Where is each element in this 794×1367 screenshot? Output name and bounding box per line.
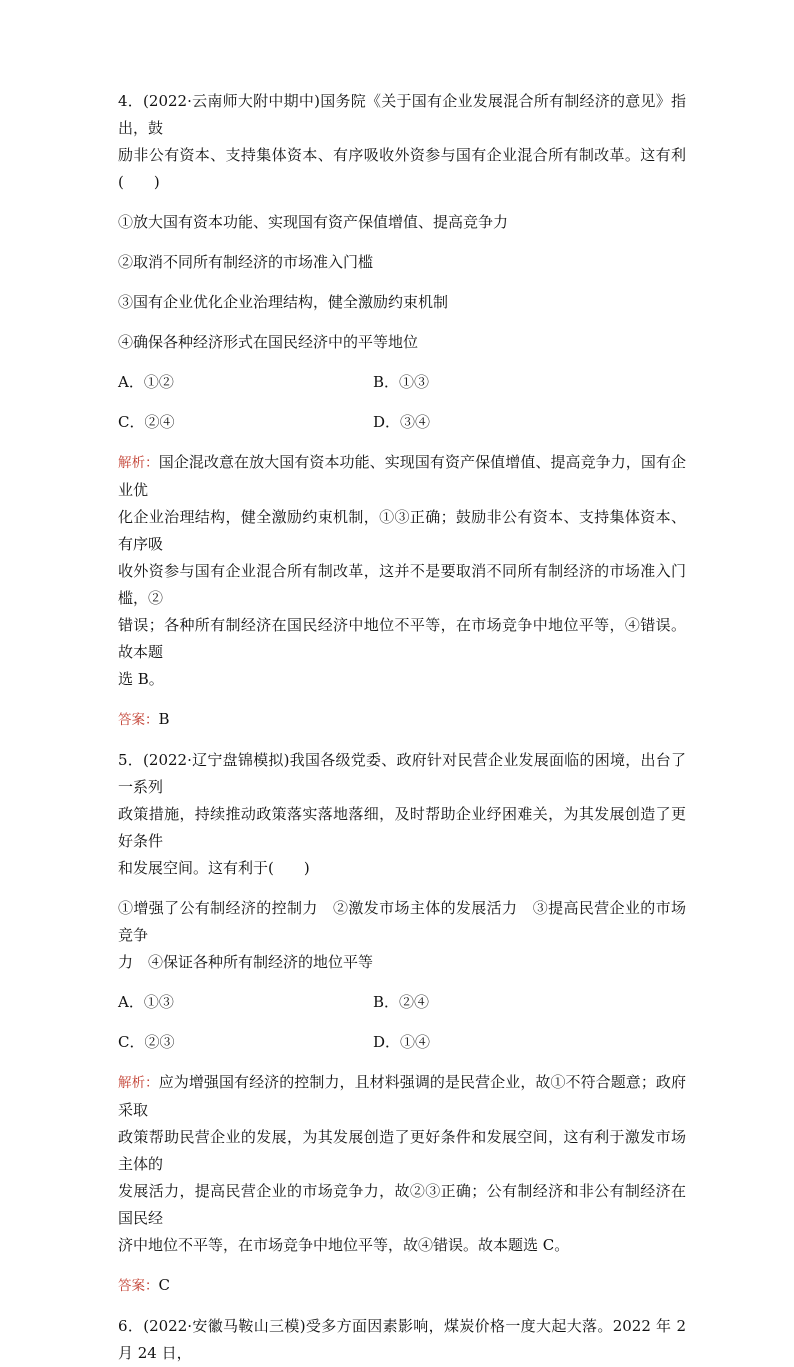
q5-items-line-2: 力 ④保证各种所有制经济的地位平等 [118,953,374,971]
q5-answer [118,1272,686,1300]
q5-options-row-2 [118,1029,686,1056]
question-6 [118,1313,686,1367]
q5-stem-line-1: 5．(2022·辽宁盘锦模拟)我国各级党委、政府针对民营企业发展面临的困境，出台了一系列 [118,751,686,796]
q4-options-row-2 [118,409,686,436]
document-page [118,88,686,1367]
q6-stem-line-1: 6．(2022·安徽马鞍山三模)受多方面因素影响，煤炭价格一度大起大落。2022 年 2 月 24 日， [118,1317,686,1362]
q4-answer [118,706,686,734]
q4-option-a: A．①② [118,373,174,391]
q4-answer-label: 答案： [118,712,159,728]
q5-answer-value: C [158,1276,170,1294]
q5-option-d: D．①④ [373,1033,431,1051]
q5-option-b: B．②④ [373,993,430,1011]
q4-item-2: ②取消不同所有制经济的市场准入门槛 [118,253,374,271]
q4-stem-line-2: 励非公有资本、支持集体资本、有序吸收外资参与国有企业混合所有制改革。这有利( ) [118,146,686,191]
q4-answer-value: B [158,710,170,728]
q4-item-3: ③国有企业优化企业治理结构，健全激励约束机制 [118,293,449,311]
question-5 [118,747,686,1300]
q4-analysis-text-1: 国企混改意在放大国有资本功能、实现国有资产保值增值、提高竞争力，国有企业优 [118,453,686,499]
q5-analysis-line-2: 政策帮助民营企业的发展，为其发展创造了更好条件和发展空间，这有利于激发市场主体的 [118,1128,686,1173]
q5-analysis-line-4: 济中地位不平等，在市场竞争中地位平等，故④错误。故本题选 C。 [118,1236,570,1254]
question-4 [118,88,686,734]
q4-analysis-line-3: 收外资参与国有企业混合所有制改革，这并不是要取消不同所有制经济的市场准入门槛，② [118,562,686,607]
q5-analysis-line-1 [118,1069,686,1124]
q4-option-d: D．③④ [373,413,431,431]
q4-option-b: B．①③ [373,373,430,391]
q5-answer-label: 答案： [118,1278,159,1294]
q5-analysis-text-1: 应为增强国有经济的控制力，且材料强调的是民营企业，故①不符合题意；政府采取 [118,1073,686,1119]
q5-stem-line-2: 政策措施，持续推动政策落实落地落细，及时帮助企业纾困难关，为其发展创造了更好条件 [118,805,686,850]
q4-options-row-1 [118,369,686,396]
q4-analysis-line-5: 选 B。 [118,670,164,688]
q5-items-line-1: ①增强了公有制经济的控制力 ②激发市场主体的发展活力 ③提高民营企业的市场竞争 [118,899,686,944]
q5-analysis-label: 解析： [118,1075,159,1091]
q4-item-4: ④确保各种经济形式在国民经济中的平等地位 [118,333,419,351]
q4-analysis-line-4: 错误；各种所有制经济在国民经济中地位不平等，在市场竞争中地位平等，④错误。故本题 [118,616,686,661]
q5-stem-line-3: 和发展空间。这有利于( ) [118,859,310,877]
q4-item-1: ①放大国有资本功能、实现国有资产保值增值、提高竞争力 [118,213,509,231]
q5-options-row-1 [118,989,686,1016]
q4-analysis-line-1 [118,449,686,504]
q4-analysis-line-2: 化企业治理结构，健全激励约束机制，①③正确；鼓励非公有资本、支持集体资本、有序吸 [118,508,686,553]
q4-option-c: C．②④ [118,413,175,431]
q5-option-c: C．②③ [118,1033,175,1051]
q5-option-a: A．①③ [118,993,174,1011]
q4-stem-line-1: 4．(2022·云南师大附中期中)国务院《关于国有企业发展混合所有制经济的意见》指出，鼓 [118,92,686,137]
q5-analysis-line-3: 发展活力，提高民营企业的市场竞争力，故②③正确；公有制经济和非公有制经济在国民经 [118,1182,686,1227]
q4-analysis-label: 解析： [118,455,159,471]
